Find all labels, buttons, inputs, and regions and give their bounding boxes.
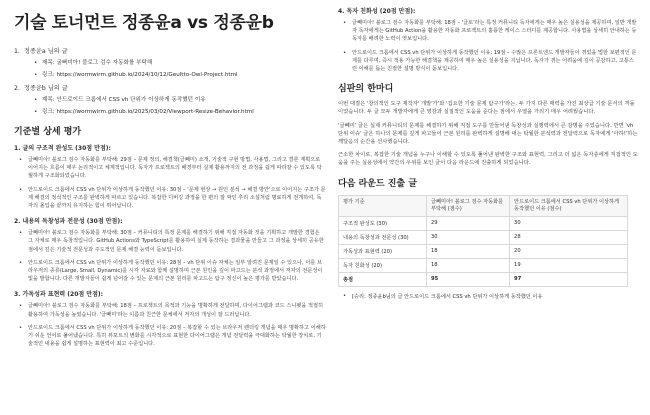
judge-paragraph-1: 이번 대결은 '창의적인 도구 제작자' 개발'가'와 '집요한 기술 문제 탐구가'라는, 두 가지 다른 매력을 가진 최상급 기술 문서의 격돌이었습니다. 두 글 모두 개발자에게 큰 영감과 실질적인 도움을 준다는 점에서 우열을 가리기 매우 어려웠습니다. xyxy=(338,101,635,116)
table-cell: 28 xyxy=(510,230,628,244)
column-header: 글빼미아! 블로그 검수 자동화를 부탁해 (점수) xyxy=(427,195,510,216)
table-header-row xyxy=(339,195,628,216)
post-item-a: 1. 정종윤a 님의 글 • 제목: 굴뻐미아! 블로그 검수 자동화를 부탁해 • 링크: https://wormwirm.github.io/2024/10/12/Geultto-Owl-Project.html xyxy=(14,48,238,78)
judge-paragraph-3: 근소한 차이로, 복잡한 기술 개념을 누구나 이해할 수 있도록 풀어낸 완벽한 구조와 표현력, 그리고 더 넓은 독자층에게 직접적인 도움을 주는 실용성에서 약간의 우위를 보인 글이 다음 라운드에 진출하게 되었습니다. xyxy=(338,152,638,167)
criterion-3 xyxy=(14,289,326,348)
table-cell: 19 xyxy=(510,258,628,272)
table-cell: 가독성과 표현력 (20) xyxy=(339,244,427,258)
criterion-heading: 4. 독자 친화성 (20점 만점): xyxy=(338,8,416,15)
table-cell: 구조적 완성도 (30) xyxy=(339,216,427,230)
criterion-eval-a: • 글빼미아! 블로그 검수 자동화를 부탁해: 18점 – '글또'라는 특정 커뮤니티 독자에게는 매우 높은 실용성을 제공하며, 일반 개발자 독자에게는 GitHub Action을 활용한 자동화 프로젝트의 훌륭한 케이스 스터디를 제공합니다. 사용법을 상세히 안내하는 등 독자를 배려한 노력이 엿보입니다. xyxy=(338,19,638,44)
table-cell: 20 xyxy=(510,244,628,258)
table-cell: 30 xyxy=(427,230,510,244)
score-table xyxy=(338,195,628,287)
column-header: 안드로이드 크롬에서 CSS vh 단위가 이상하게 동작했던 이유 (점수) xyxy=(510,195,628,216)
eval-heading: 기준별 상세 평가 xyxy=(14,127,82,137)
criterion-heading: 2. 내용의 독창성과 전문성 (30점 만점): xyxy=(14,218,123,226)
table-cell: 18 xyxy=(427,244,510,258)
table-cell: 독자 친화성 (20) xyxy=(339,258,427,272)
criterion-4 xyxy=(338,6,638,73)
winner-note: • [승리: 정종윤b님의 글 안드로이드 크롬에서 CSS vh 단위가 이상하게 동작했던 이유 xyxy=(338,293,638,300)
table-row xyxy=(339,258,628,272)
table-row xyxy=(339,216,628,230)
criterion-eval-a: • 글빼미아! 블로그 검수 자동화를 부탁해: 18점 – 프로젝트의 목적과 기능을 명확하게 전달하며, 다이어그램과 코드 스니펫을 적절히 활용하여 가독성을 높였습니다. '글빼미'라는 이름과 친근한 문체에서 저자의 개성이 잘 드러납니다. xyxy=(14,302,326,318)
post-link[interactable]: 링크: https://wormwirm.github.io/2025/03/02/Viewport-Resize-Behavior.html xyxy=(42,109,254,115)
table-cell: 18 xyxy=(427,258,510,272)
post-number: 2. xyxy=(14,85,20,92)
next-round-heading: 다음 라운드 진출 글 xyxy=(338,178,417,189)
left-column xyxy=(14,0,326,353)
table-cell: 총점 xyxy=(339,272,427,286)
table-cell: 29 xyxy=(427,216,510,230)
table-cell: 97 xyxy=(510,272,628,286)
judge-heading: 심판의 한마디 xyxy=(338,84,394,95)
table-row xyxy=(339,244,628,258)
criterion-eval-b: • 안드로이드 크롬에서 CSS vh 단위가 이상하게 동작했던 이유: 20점 – 복잡할 수 있는 브라우저 렌더링 개념을 매우 명확하고 이해하기 쉬운 언어로 풀어냈습니다. 특히 뷰포트의 변화를 시각적으로 표현한 다이어그램은 개념 전달력을 극대화하는 탁월한 장치로, 기술적인 내용을 쉽게 설명하는 표현력이 최고 수준입니다. xyxy=(14,324,326,349)
post-title: 제목: 안드로이드 크롬에서 CSS vh 단위가 이상하게 동작했던 이유 xyxy=(42,97,206,103)
criterion-eval-b: • 안드로이드 크롬에서 CSS vh 단위가 이상하게 동작했던 이유: 30점 – '문제 현상 → 원인 분석 → 해결 방안'으로 이어지는 구조가 문제 해결의 정석적인 구조를 완벽하게 따르고 있습니다. 복잡한 디버깅 과정을 한 편의 잘 짜인 추리 소설처럼 명료하게 전개하여, 독자의 몰입을 끝까지 유지하는 힘이 뛰어납니다. xyxy=(14,186,326,211)
post-list xyxy=(14,46,326,116)
post-number: 1. xyxy=(14,48,20,55)
criterion-eval-b: • 안드로이드 크롬에서 CSS vh 단위가 이상하게 동작했던 이유: 28점 – vh 단위 이슈 자체는 일부 알려진 문제일 수 있으나, 이를 브라우저의 종류(Large, Small, Dynamic)를 시각 자료와 함께 설명하며 근본 원인을 깊이 파고드는 분석 과정에서 저자의 전문성이 빛을 발합니다. 다른 개발자들이 쉽게 넘어갈 수 있는 문제의 근본 원리를 파고드는 탐구 정신이 높은 평가를 받았습니다. xyxy=(14,259,326,284)
table-total-row xyxy=(339,272,628,286)
criterion-eval-a: • 글빼미아! 블로그 검수 자동화를 부탁해: 30점 – 커뮤니티의 특정 문제를 해결하기 위해 직접 자동화 것을 기획하고 개발한 경험은 그 자체로 매우 독창적입니다. GitHub Actions와 TypeScript를 활용하여 실제 동작하는 결과물을 만들고 그 과정을 상세히 공유한 점에서 깊은 기술적 전문성과 주도적인 문제 해결 능력이 돋보입니다. xyxy=(14,229,326,254)
table-cell: 30 xyxy=(510,216,628,230)
table-row xyxy=(339,230,628,244)
judge-paragraph-2: '글빼미' 글은 실제 커뮤니티의 문제를 해결하기 위해 직접 도구를 만들어낸 독창성과 실행력에서 큰 감명을 주었습니다. 반면 'vh 단위 이슈' 글은 하나의 문제를 깊게 파고들어 근본 원리를 완벽하게 설명해 내는 탁월한 분석력과 전달력으로 독자에게 '아하!'하는 깨달음의 순간을 선사했습니다. xyxy=(338,122,638,146)
table-cell: 내용의 독창성과 전문성 (30) xyxy=(339,230,427,244)
post-heading: 정종윤a 님의 글 xyxy=(24,48,68,55)
criterion-eval-b: • 안드로이드 크롬에서 CSS vh 단위가 이상하게 동작했던 이유: 19점 – 수많은 프론트엔드 개발자들이 겪었을 법한 보편적인 문제를 다루며, 즉시 적용 가능한 해결책을 제공하여 매우 높은 실용성을 지닙니다. 독자가 겪는 어려움에 깊이 공감하고, 고통스런 이해를 돕는 친절한 설명 방식이 돋보입니다. xyxy=(338,49,638,74)
criterion-2 xyxy=(14,216,326,283)
criterion-eval-a: • 글빼미아! 블로그 검수 자동화를 부탁해: 29점 – 문제 정의, 해결책(글빼미) 소개, 기술적 구현 방법, 사용법, 그리고 결론 계획으로 이어지는 흐름이 매우 논리적이고 체계적입니다. 독자가 프로젝트의 배경부터 실제 활용까지의 전 과정을 쉽게 따라갈 수 있도록 탁월하게 구조화되었습니다. xyxy=(14,156,326,181)
post-title: 제목: 굴뻐미아! 블로그 검수 자동화를 부탁해 xyxy=(42,60,153,66)
post-heading: 정종윤b 님의 글 xyxy=(24,85,68,92)
criterion-heading: 3. 가독성과 표현력 (20점 만점): xyxy=(14,291,104,299)
post-item-b: 2. 정종윤b 님의 글 • 제목: 안드로이드 크롬에서 CSS vh 단위가 이상하게 동작했던 이유 • 링크: https://wormwirm.github.io/2025/03/02/Viewport-Resize-Behavior.html xyxy=(14,85,254,115)
column-header: 평가 기준 xyxy=(339,195,427,216)
criterion-heading: 1. 글의 구조적 완성도 (30점 만점): xyxy=(14,145,111,152)
post-link[interactable]: 링크: https://wormwirm.github.io/2024/10/12/Geultto-Owl-Project.html xyxy=(42,72,238,78)
table-cell: 95 xyxy=(427,272,510,286)
right-column xyxy=(338,0,638,300)
page-title: 기술 토너먼트 정종윤a vs 정종윤b xyxy=(14,13,274,33)
criterion-1 xyxy=(14,143,326,210)
